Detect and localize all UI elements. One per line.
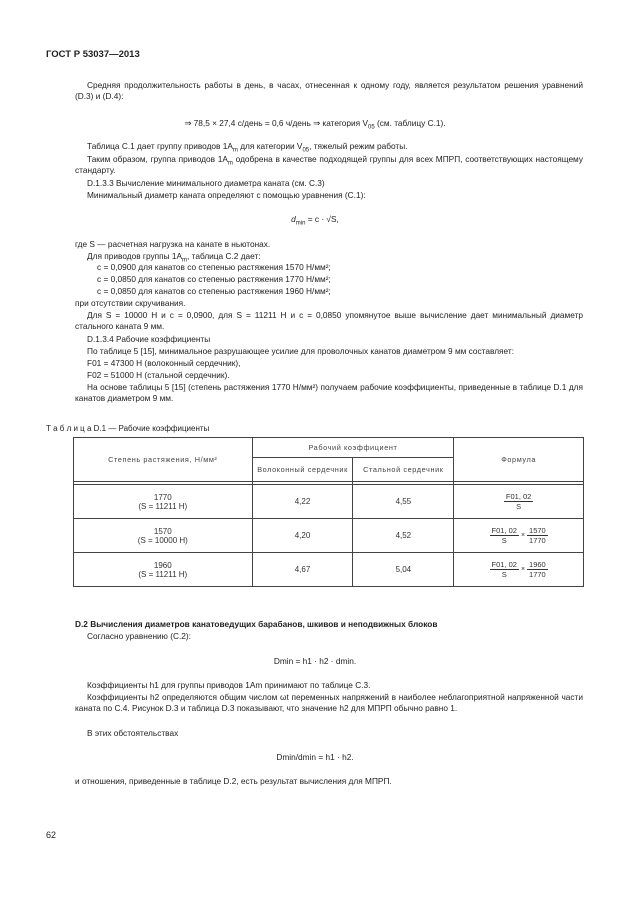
force-f02: F02 = 51000 Н (стальной сердечник). (87, 370, 230, 380)
working-coefficients-table (73, 437, 584, 587)
paragraph-h2: Коэффициенты h2 определяются общим числом ωt переменных напряжений в наиболее неблагоприятной напряженной части каната по С.4. Рисунок D.3 и таблица D.3 показывают, что значение h2 для МПРП обычно равно 1. (75, 692, 583, 714)
section-d134-heading: D.1.3.4 Рабочие коэффициенты (87, 334, 211, 344)
section-d133-heading: D.1.3.3 Вычисление минимального диаметра каната (см. С.3) (87, 178, 325, 188)
table-caption: Т а б л и ц а D.1 — Рабочие коэффициенты (46, 424, 210, 433)
page-header: ГОСТ Р 53037—2013 (46, 49, 140, 60)
header-stal: Стальной сердечник (353, 458, 454, 482)
cell-volokon: 4,67 (252, 553, 353, 587)
paragraph-circumstances: В этих обстоятельствах (87, 728, 179, 738)
paragraph-conclusion: Таким образом, группа приводов $1А_m$ одобрена в качестве подходящей группы для всех МПРП, соответствующих настоящему стандарту. (75, 154, 584, 176)
c-value-3: c = 0,0850 для канатов со степенью растяжения 1960 Н/мм²; (97, 286, 331, 296)
cell-volokon: 4,22 (252, 485, 353, 519)
paragraph-working-coefficients: На основе таблицы 5 [15] (степень растяжения 1770 Н/мм²) получаем рабочие коэффициенты, приведенные в таблице D.1 для канатов диаметром 9 мм. (75, 382, 583, 404)
header-rabochiy: Рабочий коэффициент (252, 438, 454, 458)
paragraph-where-s: где S — расчетная нагрузка на канате в ньютонах. (75, 239, 271, 249)
paragraph-table-c1: Таблица С.1 дает группу приводов $1А_m$ для категории $V_{05}$, тяжелый режим работы. (87, 141, 408, 154)
cell-formula: $\frac{F01, 02}{S}$ × $\frac{1570}{1770}$ (454, 519, 584, 553)
table-row (74, 519, 584, 553)
table-row (74, 553, 584, 587)
cell-stal: 5,04 (353, 553, 454, 587)
equation-category: ⇒ 78,5 × 27,4 с/день = 0,6 ч/день ⇒ категория $V_{05}$ (см. таблицу С.1). (184, 118, 446, 131)
header-volokon: Волоконный сердечник (252, 458, 353, 482)
c-value-1: c = 0,0900 для канатов со степенью растяжения 1570 Н/мм²; (97, 262, 331, 272)
paragraph-table-d2: и отношения, приведенные в таблице D.2, есть результат вычисления для МПРП. (75, 776, 392, 786)
section-d2-heading: D.2 Вычисления диаметров канатоведущих барабанов, шкивов и неподвижных блоков (75, 619, 438, 629)
cell-load: (S = 10000 Н) (137, 535, 188, 545)
cell-load: (S = 11211 Н) (138, 569, 188, 579)
paragraph-group: Для приводов группы $1А_m$, таблица С.2 дает: (87, 251, 261, 264)
paragraph-result-9mm: Для S = 10000 Н и c = 0,0900, для S = 11211 Н и c = 0,0850 упомянутое выше вычисление дает минимальный диаметр стального каната 9 мм. (75, 310, 583, 332)
table-row (74, 485, 584, 519)
equation-ratio: Dmin/dmin = h1 · h2. (276, 752, 354, 762)
paragraph-intro: Средняя продолжительность работы в день, в часах, отнесенная к одному году, является результатом решения уравнений (D.3) и (D.4): (75, 80, 583, 102)
cell-stepen: 1770 (153, 492, 172, 502)
paragraph-min-diameter: Минимальный диаметр каната определяют с помощью уравнения (С.1): (87, 190, 366, 200)
cell-stepen: 1570 (153, 526, 172, 536)
equation-dmin: $d_{min} = c \cdot √S$, (291, 214, 339, 227)
header-formula: Формула (454, 438, 584, 482)
page-number: 62 (46, 830, 57, 840)
cell-load: (S = 11211 Н) (138, 501, 188, 511)
cell-stepen: 1960 (153, 560, 172, 570)
c-value-2: c = 0,0850 для канатов со степенью растяжения 1770 Н/мм²; (97, 274, 331, 284)
paragraph-breaking-force: По таблице 5 [15], минимальное разрушающее усилие для проволочных канатов диаметром 9 мм составляет: (87, 346, 514, 356)
cell-stal: 4,52 (353, 519, 454, 553)
paragraph-according: Согласно уравнению (С.2): (87, 631, 191, 641)
paragraph-h1: Коэффициенты h1 для группы приводов 1Аm принимают по таблице С.3. (87, 680, 371, 690)
cell-volokon: 4,20 (252, 519, 353, 553)
cell-stal: 4,55 (353, 485, 454, 519)
force-f01: F01 = 47300 Н (волоконный сердечник), (87, 358, 241, 368)
cell-formula: $\frac{F01, 02}{S}$ × $\frac{1960}{1770}$ (454, 553, 584, 587)
header-stepen: Степень растяжения, Н/мм² (74, 438, 253, 482)
paragraph-no-twist: при отсутствии скручивания. (75, 298, 186, 308)
equation-Dmin: Dmin = h1 · h2 · dmin. (273, 656, 357, 666)
cell-formula: $\frac{F01, 02}{S}$ (454, 485, 584, 519)
